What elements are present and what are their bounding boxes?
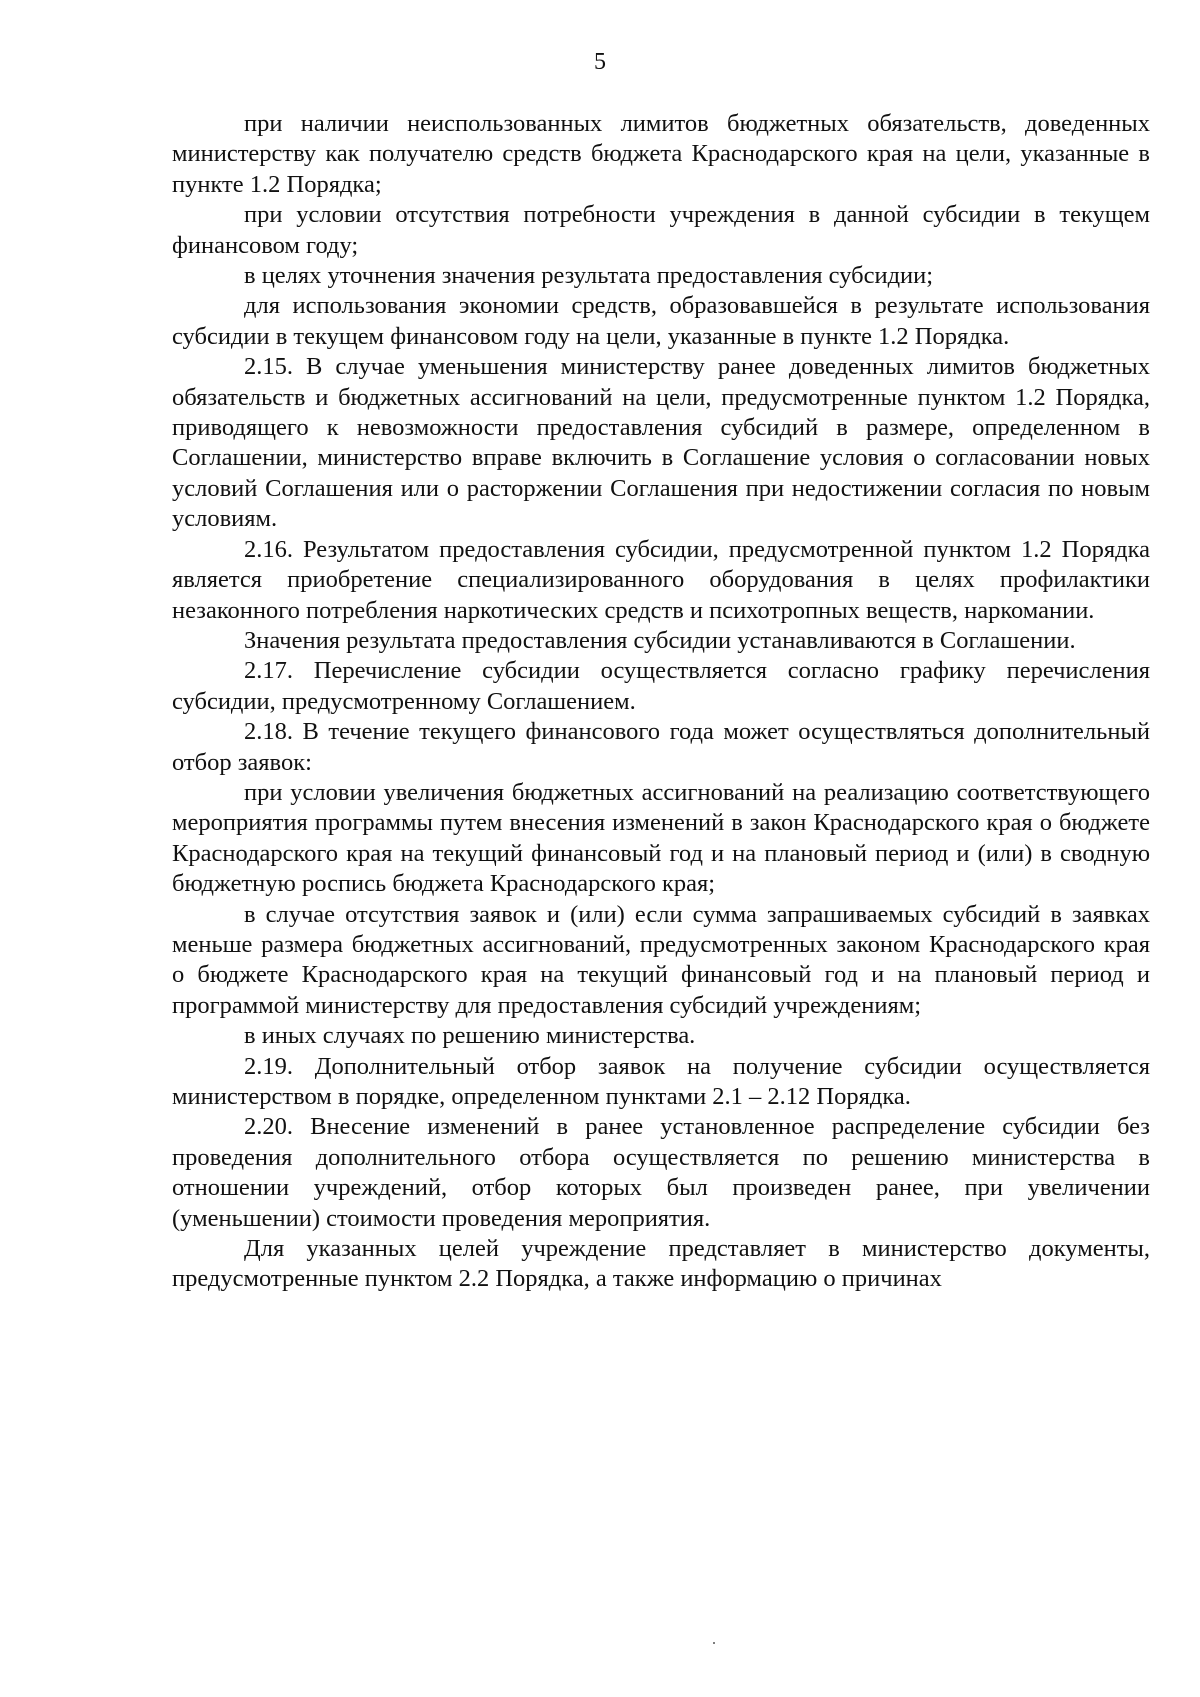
scan-speck (713, 1642, 715, 1644)
paragraph: при наличии неиспользованных лимитов бюджетных обязательств, доведенных министерству как получателю средств бюджета Краснодарского края на цели, указанные в пункте 1.2 Порядка; (172, 110, 1150, 198)
paragraph: для использования экономии средств, образовавшейся в результате использования субсидии в текущем финансовом году на цели, указанные в пункте 1.2 Порядка. (172, 292, 1150, 350)
paragraph: в иных случаях по решению министерства. (244, 1022, 696, 1050)
paragraph: 2.17. Перечисление субсидии осуществляется согласно графику перечисления субсидии, предусмотренному Соглашением. (172, 657, 1150, 715)
paragraph: при условии увеличения бюджетных ассигнований на реализацию соответствующего мероприятия программы путем внесения изменений в закон Краснодарского края о бюджете Краснодарского края на текущий финансовый год и на плановый период и (или) в сводную бюджетную роспись бюджета Краснодарского края; (172, 778, 1150, 898)
page-number: 5 (594, 49, 606, 75)
paragraph: 2.18. В течение текущего финансового года может осуществляться дополнительный отбор заявок: (172, 718, 1150, 776)
paragraph: 2.15. В случае уменьшения министерству ранее доведенных лимитов бюджетных обязательств и бюджетных ассигнований на цели, предусмотренные пунктом 1.2 Порядка, приводящего к невозможности предоставления субсидий в размере, определенном в Соглашении, министерство вправе включить в Соглашение условия о согласовании новых условий Соглашения или о расторжении Соглашения при недостижении согласия по новым условиям. (172, 353, 1150, 533)
paragraph: при условии отсутствия потребности учреждения в данной субсидии в текущем финансовом году; (172, 201, 1150, 259)
paragraph: Значения результата предоставления субсидии устанавливаются в Соглашении. (244, 626, 1076, 654)
paragraph: 2.20. Внесение изменений в ранее установленное распределение субсидии без проведения дополнительного отбора осуществляется по решению министерства в отношении учреждений, отбор которых был произведен ранее, при увеличении (уменьшении) стоимости проведения мероприятия. (172, 1113, 1150, 1232)
paragraph: в целях уточнения значения результата предоставления субсидии; (244, 262, 934, 290)
paragraph: 2.16. Результатом предоставления субсидии, предусмотренной пунктом 1.2 Порядка является приобретение специализированного оборудования в целях профилактики незаконного потребления наркотических средств и психотропных веществ, наркомании. (172, 535, 1150, 624)
document-body (172, 109, 1150, 1295)
paragraph: 2.19. Дополнительный отбор заявок на получение субсидии осуществляется министерством в порядке, определенном пунктами 2.1 – 2.12 Порядка. (172, 1052, 1150, 1110)
paragraph: в случае отсутствия заявок и (или) если сумма запрашиваемых субсидий в заявках меньше размера бюджетных ассигнований, предусмотренных законом Краснодарского края о бюджете Краснодарского края на текущий финансовый год и на плановый период и программой министерству для предоставления субсидий учреждениям; (172, 900, 1150, 1019)
paragraph: Для указанных целей учреждение представляет в министерство документы, предусмотренные пунктом 2.2 Порядка, а также информацию о причинах (172, 1235, 1150, 1293)
